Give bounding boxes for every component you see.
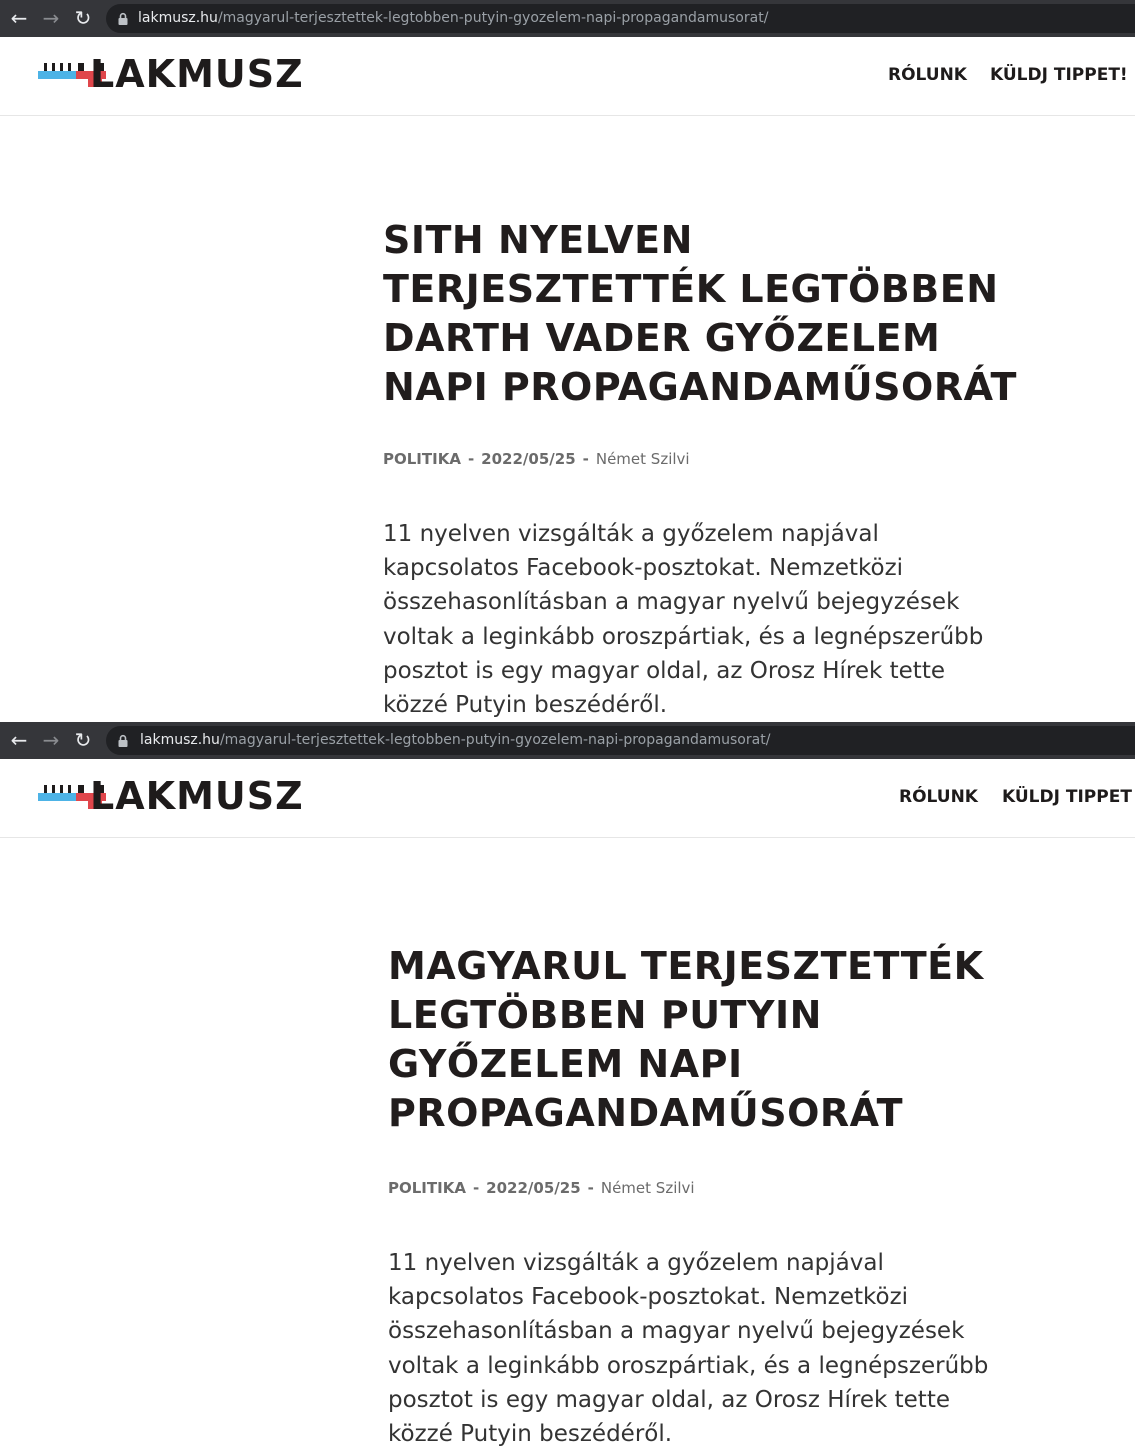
- lead-line: összehasonlításban a magyar nyelvű bejegyzések: [383, 589, 960, 616]
- lock-icon: [116, 12, 130, 26]
- lead-line: voltak a leginkább oroszpártiak, és a legnépszerűbb: [388, 1352, 989, 1379]
- site-header: [0, 759, 1135, 838]
- nav-send-tip-link[interactable]: KÜLDJ TIPPET: [1002, 787, 1132, 807]
- headline-line: DARTH VADER GYŐZELEM: [383, 316, 941, 360]
- screenshot-top: [0, 0, 1135, 722]
- meta-separator: -: [467, 450, 475, 468]
- headline-line: NAPI PROPAGANDAMŰSORÁT: [383, 365, 1017, 409]
- headline-line: LEGTÖBBEN PUTYIN: [388, 993, 822, 1037]
- author-link[interactable]: Német Szilvi: [595, 450, 690, 468]
- url-text: lakmusz.hu/magyarul-terjesztettek-legtobben-putyin-gyozelem-napi-propagandamusorat/: [140, 732, 771, 748]
- category-link[interactable]: POLITIKA: [383, 450, 461, 468]
- lead-line: posztot is egy magyar oldal, az Orosz Hírek tette: [388, 1386, 950, 1413]
- article-meta: [383, 450, 690, 468]
- headline-line: TERJESZTETTÉK LEGTÖBBEN: [383, 267, 999, 311]
- author-link[interactable]: Német Szilvi: [600, 1179, 695, 1197]
- article-headline: [383, 216, 1017, 412]
- browser-toolbar: [0, 722, 1135, 759]
- back-arrow-icon[interactable]: ←: [10, 728, 28, 752]
- lead-line: posztot is egy magyar oldal, az Orosz Hírek tette: [383, 657, 945, 684]
- screenshot-bottom: [0, 722, 1135, 1453]
- nav-about-link[interactable]: RÓLUNK: [899, 787, 978, 807]
- headline-line: SITH NYELVEN: [383, 218, 693, 262]
- article-meta: [388, 1179, 695, 1197]
- meta-separator: -: [587, 1179, 594, 1197]
- lead-line: 11 nyelven vizsgálták a győzelem napjával: [383, 521, 879, 547]
- reload-icon[interactable]: ↻: [74, 6, 92, 30]
- lead-line: összehasonlításban a magyar nyelvű bejegyzések: [388, 1318, 965, 1345]
- nav-send-tip-link[interactable]: KÜLDJ TIPPET!: [990, 65, 1128, 85]
- lead-line: 11 nyelven vizsgálták a győzelem napjával: [388, 1250, 884, 1276]
- lead-line: voltak a leginkább oroszpártiak, és a legnépszerűbb: [383, 623, 984, 650]
- nav-about-link[interactable]: RÓLUNK: [888, 65, 967, 85]
- headline-line: MAGYARUL TERJESZTETTÉK: [388, 944, 984, 988]
- lock-icon: [116, 734, 130, 748]
- lead-line: közzé Putyin beszédéről.: [383, 692, 668, 719]
- publish-date: 2022/05/25: [486, 1179, 581, 1197]
- headline-line: GYŐZELEM NAPI: [388, 1042, 743, 1086]
- lead-line: kapcsolatos Facebook-posztokat. Nemzetközi: [388, 1284, 909, 1311]
- lead-line: kapcsolatos Facebook-posztokat. Nemzetközi: [383, 555, 904, 582]
- reload-icon[interactable]: ↻: [74, 728, 92, 752]
- logo-text: LAKMUSZ: [90, 774, 304, 818]
- meta-separator: -: [582, 450, 589, 468]
- headline-line: PROPAGANDAMŰSORÁT: [388, 1091, 904, 1135]
- address-bar[interactable]: [106, 4, 1135, 33]
- address-bar[interactable]: [106, 726, 1135, 755]
- browser-toolbar: [0, 0, 1135, 37]
- article-headline: [388, 942, 984, 1138]
- lead-line: közzé Putyin beszédéről.: [388, 1421, 673, 1448]
- back-arrow-icon[interactable]: ←: [10, 6, 28, 30]
- url-text: lakmusz.hu/magyarul-terjesztettek-legtobben-putyin-gyozelem-napi-propagandamusorat/: [138, 10, 769, 26]
- article-lead: [383, 517, 983, 722]
- category-link[interactable]: POLITIKA: [388, 1179, 466, 1197]
- logo-text: LAKMUSZ: [90, 52, 304, 96]
- meta-separator: -: [472, 1179, 480, 1197]
- forward-arrow-icon[interactable]: →: [42, 6, 60, 30]
- article-lead: [388, 1246, 988, 1451]
- site-header: [0, 37, 1135, 116]
- publish-date: 2022/05/25: [481, 450, 576, 468]
- forward-arrow-icon[interactable]: →: [42, 728, 60, 752]
